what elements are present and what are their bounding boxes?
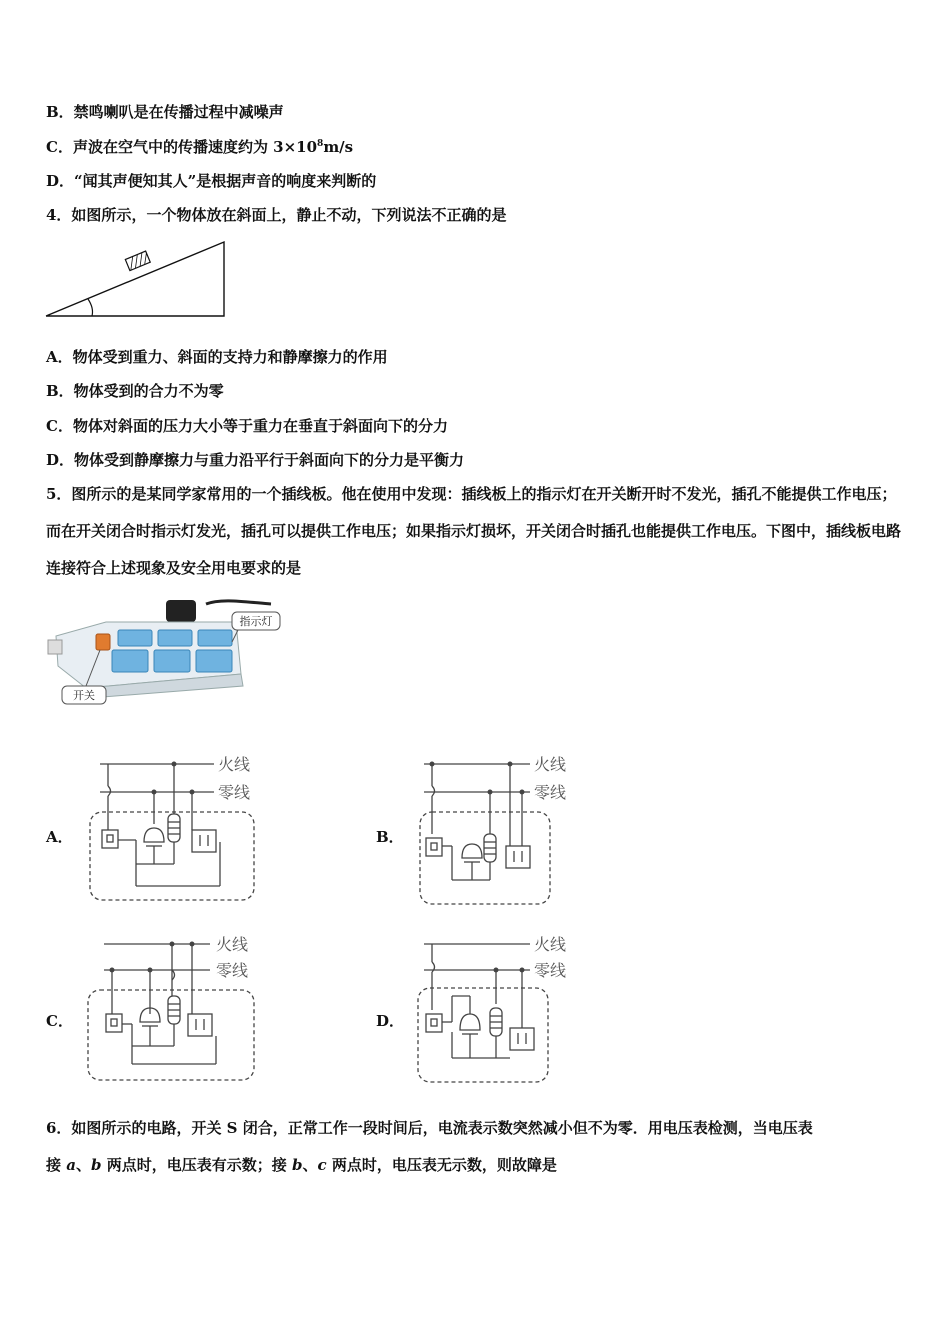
switch-label: 开关 bbox=[73, 689, 95, 702]
q3-option-c-exponent: 8 bbox=[317, 139, 324, 149]
live-wire-label: 火线 bbox=[534, 935, 567, 954]
q6-text: 、 bbox=[75, 1156, 91, 1174]
option-d-label[interactable]: D． bbox=[376, 1012, 405, 1030]
live-wire-label: 火线 bbox=[216, 935, 249, 954]
option-c-label[interactable]: C． bbox=[46, 1012, 73, 1030]
q3-option-d: D．“闻其声便知其人”是根据声音的响度来判断的 bbox=[46, 172, 377, 190]
neutral-wire-label: 零线 bbox=[218, 783, 251, 802]
circuit-diagram-a[interactable] bbox=[82, 746, 272, 906]
point-c: c bbox=[317, 1156, 327, 1174]
point-b: b bbox=[291, 1156, 303, 1174]
neutral-wire-label: 零线 bbox=[216, 961, 249, 980]
q6-text: 、 bbox=[302, 1156, 318, 1174]
switch-button bbox=[96, 634, 110, 650]
q6-text: 两点时，电压表无示数，则故障是 bbox=[326, 1156, 557, 1174]
q3-option-c-text: C．声波在空气中的传播速度约为 3×10 bbox=[46, 138, 318, 156]
angle-arc bbox=[88, 299, 93, 316]
q6-stem-line-2 bbox=[46, 1154, 557, 1175]
option-b-label[interactable]: B． bbox=[376, 828, 404, 846]
q6-stem-line-1: 6．如图所示的电路，开关 S 闭合，正常工作一段时间后，电流表示数突然减小但不为零．用电压表检测，当电压表 bbox=[46, 1119, 813, 1137]
option-a-label[interactable]: A． bbox=[46, 828, 73, 846]
circuit-diagram-d[interactable] bbox=[406, 928, 596, 1088]
live-wire-label: 火线 bbox=[218, 755, 251, 774]
q6-text: 两点时，电压表有示数；接 bbox=[101, 1156, 292, 1174]
point-a: a bbox=[66, 1156, 76, 1174]
power-strip-photo bbox=[46, 594, 286, 712]
incline-block bbox=[125, 251, 150, 271]
incline-triangle bbox=[46, 242, 224, 316]
q3-option-b: B．禁鸣喇叭是在传播过程中减噪声 bbox=[46, 103, 284, 121]
q4-stem: 4．如图所示，一个物体放在斜面上，静止不动，下列说法不正确的是 bbox=[46, 206, 507, 224]
q4-option-c: C．物体对斜面的压力大小等于重力在垂直于斜面向下的分力 bbox=[46, 417, 448, 435]
point-b: b bbox=[90, 1156, 102, 1174]
neutral-wire-label: 零线 bbox=[534, 783, 567, 802]
circuit-diagram-c[interactable] bbox=[82, 928, 272, 1088]
q3-option-c-unit: m/s bbox=[323, 138, 354, 156]
q4-option-b: B．物体受到的合力不为零 bbox=[46, 382, 224, 400]
indicator-label: 指示灯 bbox=[239, 615, 273, 628]
q4-option-d: D．物体受到静摩擦力与重力沿平行于斜面向下的分力是平衡力 bbox=[46, 451, 465, 469]
socket-grid bbox=[112, 630, 232, 672]
plug bbox=[166, 600, 196, 622]
live-wire-label: 火线 bbox=[534, 755, 567, 774]
q5-stem: 5．图所示的是某同学家常用的一个插线板。他在使用中发现：插线板上的指示灯在开关断开时不发光，插孔不能提供工作电压；而在开关闭合时指示灯发光，插孔可以提供工作电压；如果指示灯损坏，开关闭合时插孔也能提供工作电压。下图中，插线板电路连接符合上述现象及安全用电要求的是 bbox=[46, 485, 902, 577]
q3-option-c bbox=[46, 136, 353, 157]
q4-option-a: A．物体受到重力、斜面的支持力和静摩擦力的作用 bbox=[46, 348, 388, 366]
neutral-wire-label: 零线 bbox=[534, 961, 567, 980]
incline-figure bbox=[40, 238, 230, 323]
q6-text: 接 bbox=[46, 1156, 67, 1174]
circuit-diagram-b[interactable] bbox=[406, 746, 596, 910]
